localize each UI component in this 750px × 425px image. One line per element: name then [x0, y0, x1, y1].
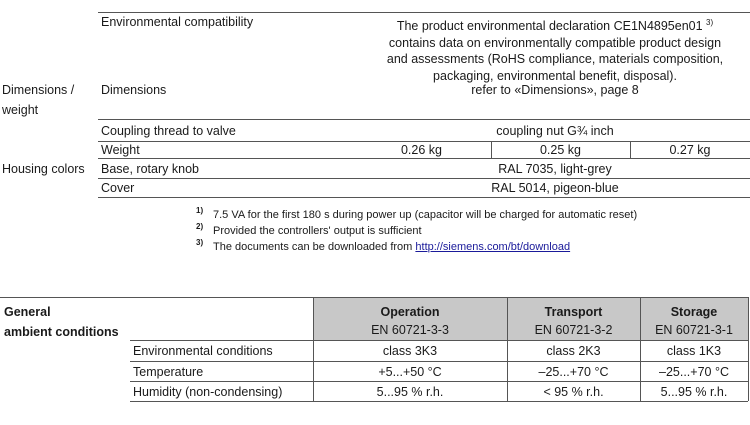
cell-transport-humidity: < 95 % r.h. [543, 385, 604, 399]
siemens-download-link[interactable]: http://siemens.com/bt/download [415, 241, 571, 253]
cell-storage-temperature: –25...+70 °C [659, 365, 729, 379]
env-compat-label: Environmental compatibility [101, 15, 254, 29]
weight-value-3: 0.27 kg [669, 143, 711, 157]
weight-value-2: 0.25 kg [539, 143, 581, 157]
cell-transport-temperature: –25...+70 °C [538, 365, 609, 379]
header-operation: Operation [380, 305, 440, 319]
header-transport: Transport [544, 305, 603, 319]
table-rule [98, 12, 750, 13]
coupling-value: coupling nut G¾ inch [496, 124, 614, 138]
base-label: Base, rotary knob [101, 162, 199, 176]
ambient-col-divider [748, 297, 749, 401]
cover-value: RAL 5014, pigeon-blue [491, 181, 619, 195]
env-compat-line-1: The product environmental declaration CE1N4895en01 [396, 19, 703, 34]
table-rule [98, 178, 750, 179]
ambient-rule [130, 401, 748, 402]
coupling-label: Coupling thread to valve [101, 124, 236, 138]
table-rule [98, 119, 750, 120]
cell-operation-humidity: 5...95 % r.h. [376, 385, 444, 399]
footnote-mark-2: 2) [196, 222, 204, 231]
row-label-humidity: Humidity (non-condensing) [133, 385, 283, 399]
header-storage: Storage [670, 305, 718, 319]
header-operation-standard: EN 60721-3-3 [371, 323, 449, 337]
base-value: RAL 7035, light-grey [498, 162, 612, 176]
dimensions-group-label-1: Dimensions / [2, 83, 75, 97]
ambient-rule [130, 361, 748, 362]
footnote-text-3 [213, 241, 570, 253]
ambient-rule [130, 340, 748, 341]
ambient-title-1: General [4, 305, 51, 319]
ambient-rule [130, 381, 748, 382]
footnote-ref-3: 3) [706, 18, 714, 27]
ambient-rule-top [0, 297, 748, 298]
dimensions-group-label-2: weight [2, 103, 39, 117]
table-rule [98, 197, 750, 198]
cell-storage-environmental: class 1K3 [666, 344, 722, 358]
env-compat-line-4: packaging, environmental benefit, disposal). [433, 68, 677, 83]
dimensions-value: refer to «Dimensions», page 8 [471, 83, 639, 97]
weight-value-1: 0.26 kg [400, 143, 442, 157]
weight-label: Weight [101, 143, 140, 157]
ambient-title-2: ambient conditions [4, 325, 119, 339]
table-rule [98, 141, 750, 142]
row-label-temperature: Temperature [133, 365, 204, 379]
table-rule [98, 158, 750, 159]
cell-operation-environmental: class 3K3 [382, 344, 438, 358]
footnote-mark-3: 3) [196, 238, 204, 247]
cell-operation-temperature: +5...+50 °C [378, 365, 442, 379]
footnote-text-1: 7.5 VA for the first 180 s during power up (capacitor will be charged for automatic reset) [213, 209, 638, 221]
header-storage-standard: EN 60721-3-1 [655, 323, 733, 337]
footnote-mark-1: 1) [196, 206, 204, 215]
env-compat-text [360, 15, 750, 84]
housing-colors-label: Housing colors [2, 162, 85, 176]
footnote-text-2: Provided the controllers' output is sufficient [213, 225, 422, 237]
env-compat-line-3: and assessments (RoHS compliance, materials composition, [386, 52, 724, 67]
cell-transport-environmental: class 2K3 [546, 344, 601, 358]
cover-label: Cover [101, 181, 135, 195]
cell-storage-humidity: 5...95 % r.h. [660, 385, 728, 399]
dimensions-label: Dimensions [101, 83, 167, 97]
footnote-text-3-prefix: The documents can be downloaded from [213, 241, 413, 253]
row-label-environmental: Environmental conditions [133, 344, 273, 358]
header-transport-standard: EN 60721-3-2 [534, 323, 613, 337]
env-compat-line-2: contains data on environmentally compatible product design [388, 35, 722, 50]
